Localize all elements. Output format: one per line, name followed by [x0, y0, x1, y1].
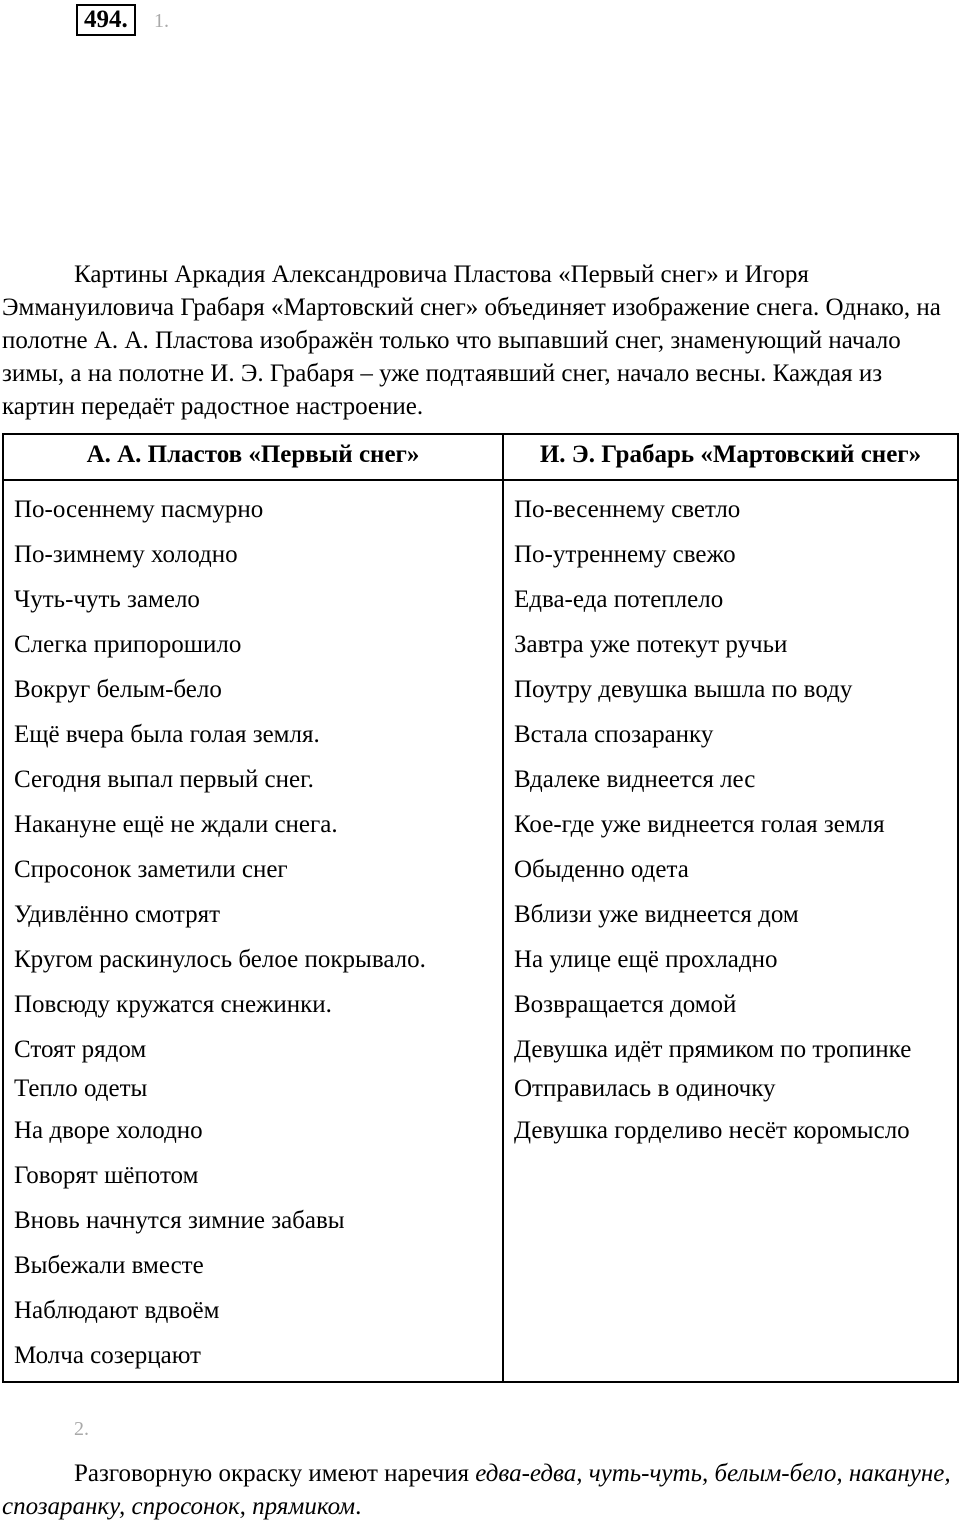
plastov-list — [14, 493, 492, 1381]
grabar-list-item: Обыденно одета — [514, 856, 689, 883]
plastov-list-item: Кругом раскинулось белое покрывало. — [14, 946, 426, 973]
grabar-list-item: По-весеннему светло — [514, 496, 741, 523]
plastov-list-item: Повсюду кружатся снежинки. — [14, 991, 332, 1018]
grabar-list-item: Встала спозаранку — [514, 721, 714, 748]
plastov-list-item: По-осеннему пасмурно — [14, 496, 264, 523]
adverbs-list: едва-едва, чуть-чуть, белым-бело, накануне, спозаранку, спросонок, прямиком — [2, 1460, 951, 1520]
grabar-list — [514, 493, 947, 1156]
plastov-list-item: Выбежали вместе — [14, 1252, 204, 1279]
plastov-list-item: Говорят шёпотом — [14, 1162, 199, 1189]
header-grabar: И. Э. Грабарь «Мартовский снег» — [503, 434, 958, 480]
plastov-list-item: По-зимнему холодно — [14, 541, 238, 568]
table-header-row — [3, 434, 958, 480]
conclusion-lead: Разговорную окраску имеют наречия — [74, 1460, 476, 1487]
comparison-table — [2, 433, 959, 1383]
plastov-list-item: Ещё вчера была голая земля. — [14, 721, 320, 748]
plastov-list-item: Чуть-чуть замело — [14, 586, 200, 613]
plastov-list-item: Удивлённо смотрят — [14, 901, 221, 928]
grabar-list-item: Кое-где уже виднеется голая земля — [514, 811, 885, 838]
plastov-list-item: Слегка припорошило — [14, 631, 242, 658]
intro-paragraph: Картины Аркадия Александровича Пластова «Первый снег» и Игоря Эммануиловича Грабаря «Мартовский снег» объединяет изображение снега. Однако, на полотне А. А. Пластова изображён только что выпавший снег, знаменующий начало зимы, а на полотне И. Э. Грабаря – уже подтаявший снег, начало весны. Каждая из картин передаёт радостное настроение. — [2, 261, 941, 420]
part-2-label: 2. — [74, 1418, 89, 1440]
plastov-list-item: Вновь начнутся зимние забавы — [14, 1207, 345, 1234]
grabar-list-item: По-утреннему свежо — [514, 541, 736, 568]
grabar-list-item: Завтра уже потекут ручьи — [514, 631, 788, 658]
grabar-list-item: Возвращается домой — [514, 991, 737, 1018]
conclusion-paragraph — [2, 1457, 958, 1523]
grabar-list-item: Вблизи уже виднеется дом — [514, 901, 799, 928]
header-plastov: А. А. Пластов «Первый снег» — [3, 434, 503, 480]
table-body-row — [3, 480, 958, 1382]
plastov-column — [3, 480, 503, 1382]
plastov-list-item: Сегодня выпал первый снег. — [14, 766, 314, 793]
grabar-list-item: Едва-еда потеплело — [514, 586, 724, 613]
exercise-number: 494. — [76, 4, 136, 36]
grabar-column — [503, 480, 958, 1382]
plastov-list-item: Стоят рядом — [14, 1036, 147, 1063]
grabar-list-item: Поутру девушка вышла по воду — [514, 676, 853, 703]
plastov-list-item: Тепло одеты — [14, 1075, 148, 1102]
grabar-list-item: Отправилась в одиночку — [514, 1075, 776, 1102]
part-1-label: 1. — [154, 10, 169, 32]
plastov-list-item: Спросонок заметили снег — [14, 856, 288, 883]
grabar-list-item: Вдалеке виднеется лес — [514, 766, 756, 793]
plastov-list-item: Накануне ещё не ждали снега. — [14, 811, 338, 838]
plastov-list-item: Вокруг белым-бело — [14, 676, 222, 703]
conclusion-tail: . — [355, 1493, 362, 1520]
grabar-list-item: На улице ещё прохладно — [514, 946, 778, 973]
plastov-list-item: Наблюдают вдвоём — [14, 1297, 220, 1324]
grabar-list-item: Девушка идёт прямиком по тропинке — [514, 1036, 912, 1063]
plastov-list-item: Молча созерцают — [14, 1342, 201, 1369]
grabar-list-item: Девушка горделиво несёт коромысло — [514, 1117, 910, 1144]
plastov-list-item: На дворе холодно — [14, 1117, 203, 1144]
